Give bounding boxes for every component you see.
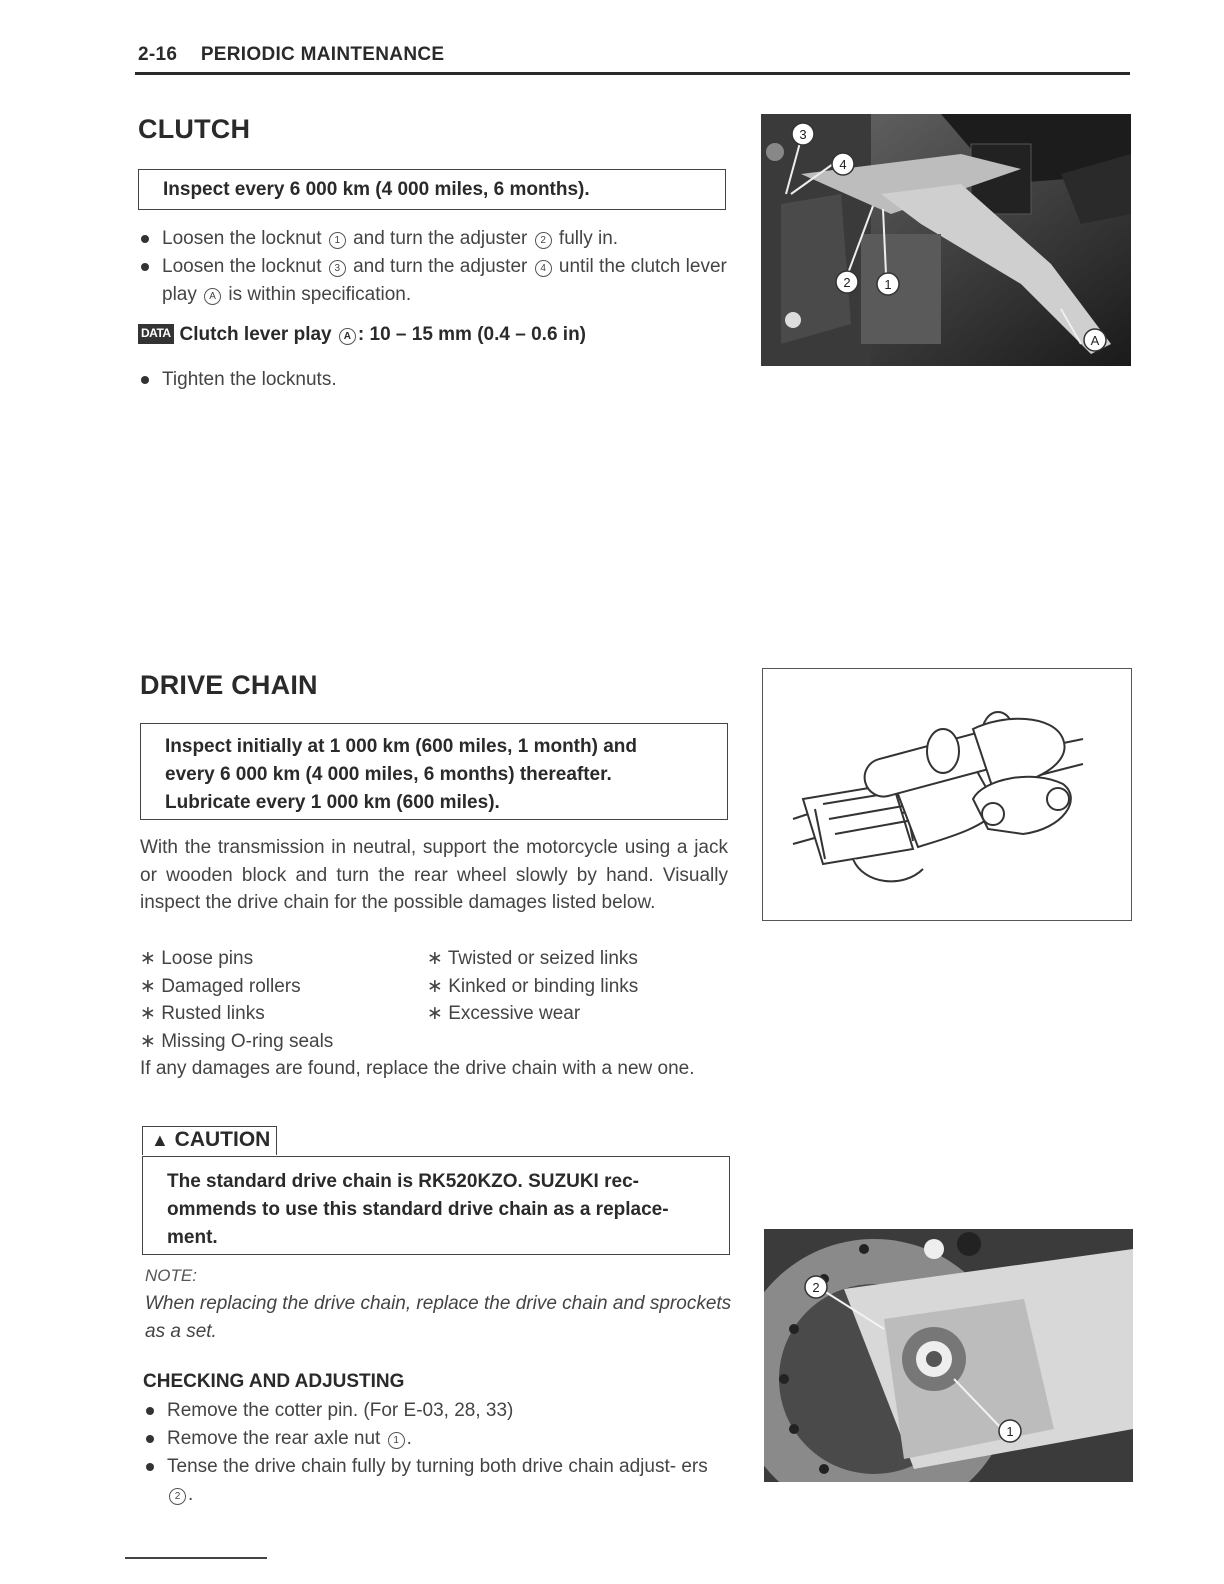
section-title: PERIODIC MAINTENANCE bbox=[200, 44, 445, 65]
step-text: . bbox=[406, 1428, 412, 1449]
step-text: until the clutch lever play bbox=[162, 256, 727, 305]
callout-2: 2 bbox=[535, 232, 552, 249]
note-label: NOTE: bbox=[145, 1266, 197, 1285]
callout-2: 2 bbox=[169, 1488, 186, 1505]
step-text: Remove the rear axle nut bbox=[167, 1428, 386, 1449]
callout-3: 3 bbox=[329, 260, 346, 277]
drive-chain-intro: With the transmission in neutral, support the motorcycle using a jack or wooden block and turn the rear wheel slowly by hand. Visually inspect the drive chain for the possible damages listed below. bbox=[140, 837, 728, 913]
photo-callout-3: 3 bbox=[799, 127, 807, 142]
clutch-step-1 bbox=[138, 225, 733, 253]
step-text: Loosen the locknut bbox=[162, 256, 327, 277]
clutch-lever-illustration bbox=[761, 114, 1131, 366]
rear-axle-photo bbox=[764, 1229, 1133, 1482]
caution-tab bbox=[142, 1126, 277, 1155]
page-header bbox=[138, 44, 444, 66]
damage-item: ∗ Loose pins bbox=[140, 948, 254, 969]
drive-chain-heading: DRIVE CHAIN bbox=[140, 670, 318, 700]
checking-heading: CHECKING AND ADJUSTING bbox=[143, 1371, 405, 1392]
data-icon: DATA bbox=[138, 324, 174, 344]
step-text: and turn the adjuster bbox=[347, 256, 533, 277]
rear-axle-illustration bbox=[764, 1229, 1133, 1482]
photo-callout-4: 4 bbox=[839, 157, 847, 172]
clutch-steps bbox=[138, 225, 733, 309]
adjust-steps bbox=[143, 1397, 733, 1509]
chain-link-illustration bbox=[763, 669, 1130, 919]
clutch-interval-text: Inspect every 6 000 km (4 000 miles, 6 months). bbox=[163, 179, 590, 200]
step-text: and turn the adjuster bbox=[347, 228, 533, 249]
note-text: When replacing the drive chain, replace the drive chain and sprockets as a set. bbox=[145, 1293, 732, 1342]
photo-callout-1: 1 bbox=[884, 277, 892, 292]
callout-4: 4 bbox=[535, 260, 552, 277]
photo-callout-1: 1 bbox=[1006, 1424, 1014, 1439]
damage-item: ∗ Missing O-ring seals bbox=[140, 1030, 334, 1052]
adjust-step-1 bbox=[143, 1397, 733, 1425]
clutch-heading: CLUTCH bbox=[138, 114, 251, 144]
step-text: fully in. bbox=[553, 228, 619, 249]
drive-chain-interval-box bbox=[140, 723, 728, 820]
damage-item: ∗ Excessive wear bbox=[427, 1003, 581, 1024]
clutch-final-steps bbox=[138, 366, 733, 394]
step-text: Tighten the locknuts. bbox=[162, 369, 337, 390]
footer-rule bbox=[125, 1557, 267, 1559]
damage-item: ∗ Kinked or binding links bbox=[427, 975, 639, 997]
adjust-step-3 bbox=[143, 1453, 733, 1509]
caution-text: The standard drive chain is RK520KZO. SUZUKI rec- ommends to use this standard drive chain as a replace- ment. bbox=[167, 1171, 669, 1248]
photo-callout-2: 2 bbox=[812, 1280, 820, 1295]
damage-item: ∗ Twisted or seized links bbox=[427, 948, 638, 969]
caution-label: CAUTION bbox=[174, 1128, 271, 1151]
adjust-step-2 bbox=[143, 1425, 733, 1453]
warning-icon: ▲ bbox=[151, 1130, 169, 1150]
callout-1: 1 bbox=[388, 1432, 405, 1449]
interval-line-2: every 6 000 km (4 000 miles, 6 months) thereafter. bbox=[165, 764, 612, 785]
drive-chain-diagram bbox=[762, 668, 1132, 921]
clutch-step-3 bbox=[138, 366, 733, 394]
photo-callout-a: A bbox=[1090, 333, 1100, 348]
step-text: . bbox=[188, 1484, 194, 1505]
step-text: Remove the cotter pin. (For E-03, 28, 33) bbox=[167, 1400, 514, 1421]
clutch-interval-box bbox=[138, 169, 726, 210]
callout-a: A bbox=[339, 328, 356, 345]
interval-line-1: Inspect initially at 1 000 km (600 miles, 1 month) and bbox=[165, 736, 637, 757]
spec-label: Clutch lever play bbox=[179, 324, 337, 345]
clutch-step-2 bbox=[138, 253, 733, 309]
damage-item: ∗ Rusted links bbox=[140, 1003, 265, 1024]
header-rule bbox=[135, 72, 1130, 75]
replace-note: If any damages are found, replace the drive chain with a new one. bbox=[140, 1058, 695, 1079]
clutch-spec bbox=[138, 324, 586, 346]
step-text: Tense the drive chain fully by turning both drive chain adjust- ers bbox=[167, 1456, 708, 1477]
page-number: 2-16 bbox=[138, 44, 178, 65]
interval-line-3: Lubricate every 1 000 km (600 miles). bbox=[165, 792, 500, 813]
step-text: Loosen the locknut bbox=[162, 228, 327, 249]
callout-1: 1 bbox=[329, 232, 346, 249]
step-text: is within specification. bbox=[223, 284, 412, 305]
damage-list bbox=[140, 945, 728, 1055]
clutch-lever-photo bbox=[761, 114, 1131, 366]
photo-callout-2: 2 bbox=[843, 275, 851, 290]
damage-item: ∗ Damaged rollers bbox=[140, 975, 301, 997]
callout-a: A bbox=[204, 288, 221, 305]
caution-box bbox=[142, 1156, 730, 1255]
spec-value: : 10 – 15 mm (0.4 – 0.6 in) bbox=[357, 324, 587, 345]
